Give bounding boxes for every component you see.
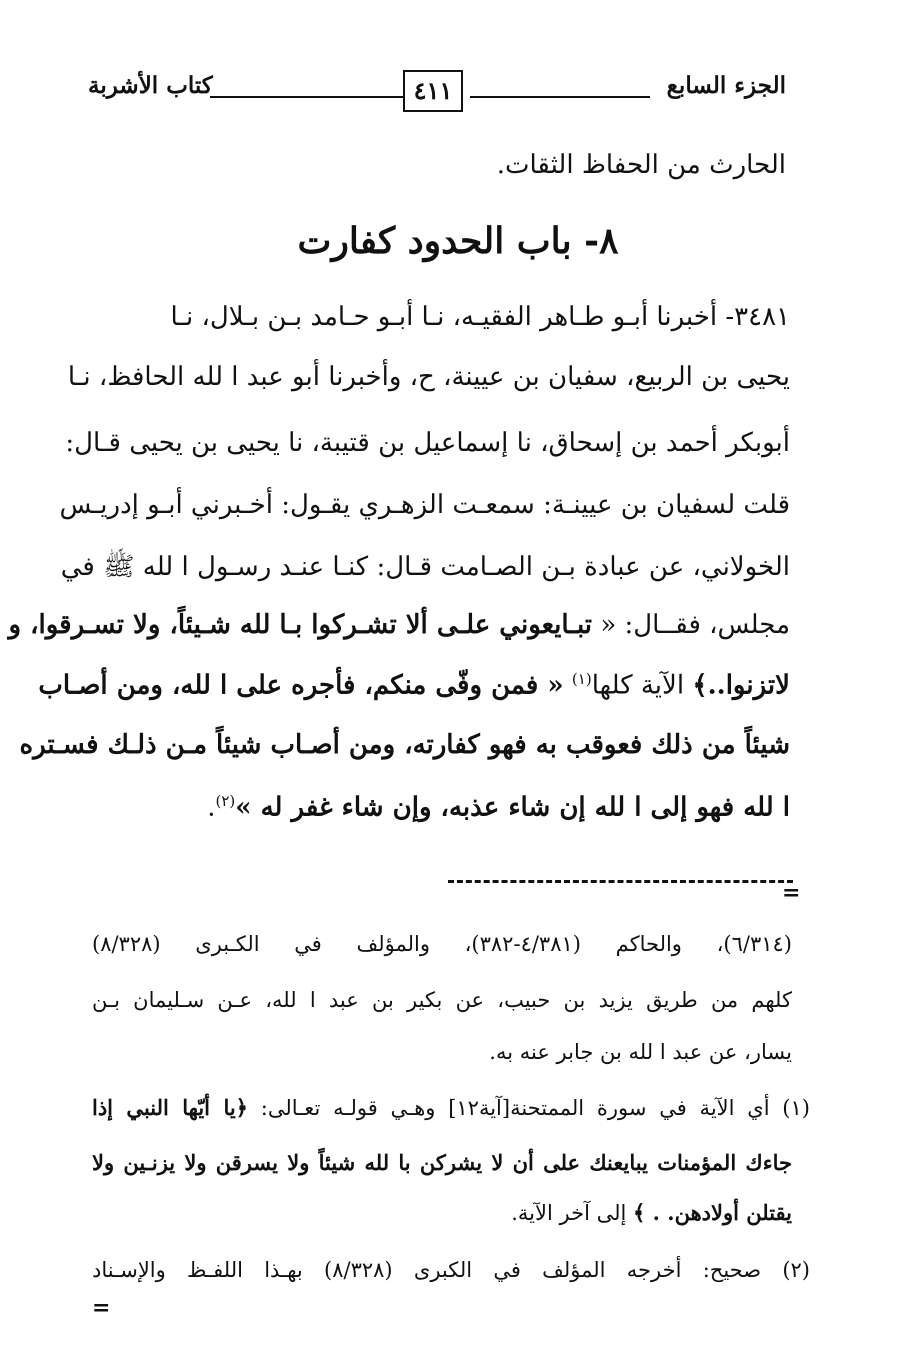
body-line-6 [8, 610, 790, 640]
footnote-1-line-3 [511, 1200, 792, 1225]
footnote-1-quran: ﴿يا أيّها النبي إذا [92, 1095, 248, 1120]
body-line-7 [38, 670, 790, 701]
hadith-text: « فمن وفّى منكم، فأجره على ا لله، ومن أصـاب [38, 670, 564, 701]
quran-quote-end: لاتزنوا..﴾ [692, 670, 790, 701]
body-line-5: الخولاني، عن عبادة بـن الصـامت قـال: كنـا عنـد رسـول ا لله ﷺ في [60, 552, 790, 582]
header-rule-right [470, 96, 650, 98]
footnote-cont-line-2: كلهم من طريق يزيد بن حبيب، عن بكير بن عبد ا لله، عـن سـليمان بـن [92, 988, 792, 1012]
continuation-mark-bottom: = [92, 1295, 111, 1321]
footnote-ref-1: (١) [571, 670, 592, 688]
footnote-1-tail: إلى آخر الآية. [511, 1201, 627, 1225]
footnote-ref-2: (٢) [215, 792, 236, 810]
body-line-2: يحيى بن الربيع، سفيان بن عيينة، ح، وأخبرنا أبو عبد ا لله الحافظ، نـا [67, 362, 790, 392]
footnote-cont-line-3: يسار، عن عبد ا لله بن جابر عنه به. [489, 1040, 792, 1064]
hadith-text-end: ا لله فهو إلى ا لله إن شاء عذبه، وإن شاء غفر له » [235, 792, 790, 823]
page-number: ٤١١ [403, 70, 463, 112]
header-book-title: كتاب الأشربة [88, 72, 213, 99]
carryover-text: الحارث من الحفاظ الثقات. [496, 150, 786, 180]
hadith-text: تبـايعوني علـى ألا تشـركوا بـا لله شـيئاً، ولا تسـرقوا، و [8, 610, 593, 640]
body-line-9 [207, 792, 790, 823]
quote-note: الآية كلها [591, 670, 685, 701]
footnote-1-line-2: جاءك المؤمنات يبايعنك على أن لا يشركن با لله شيئاً ولا يسرقن ولا يزنـين ولا [92, 1150, 792, 1175]
body-line-3: أبوبكر أحمد بن إسحاق، نا إسماعيل بن قتيبة، نا يحيى بن يحيى قـال: [65, 428, 790, 458]
body-line-8: شيئاً من ذلك فعوقب به فهو كفارته، ومن أصـاب شيئاً مـن ذلـك فسـتره [19, 730, 790, 760]
footnote-separator [448, 880, 793, 883]
footnote-cont-line-1: (٦/٣١٤)، والحاكم (٤/٣٨١-٣٨٢)، والمؤلف في الكـبرى (٨/٣٢٨) [92, 932, 792, 956]
header-rule-left [210, 96, 405, 98]
footnote-2-line-1: (٢) صحيح: أخرجه المؤلف في الكبرى (٨/٣٢٨) بهـذا اللفـظ والإسـناد [92, 1258, 810, 1282]
header-volume: الجزء السابع [666, 72, 786, 99]
period: . [207, 792, 216, 823]
footnote-1-quran-end: يقتلن أولادهن. . ﴾ [633, 1200, 792, 1225]
body-line-1: ٣٤٨١- أخبرنا أبـو طـاهر الفقيـه، نـا أبـو حـامد بـن بـلال، نـا [170, 302, 790, 332]
footnote-1-text: (١) أي الآية في سورة الممتحنة[آية١٢] وهـي قولـه تعـالى: [260, 1096, 810, 1120]
continuation-mark: = [782, 880, 801, 906]
chapter-heading: ٨- باب الحدود كفارت [297, 220, 619, 262]
hadith-intro: مجلس، فقــال: « [600, 610, 790, 640]
footnote-1-line-1 [92, 1095, 810, 1120]
body-line-4: قلت لسفيان بن عيينـة: سمعـت الزهـري يقـول: أخـبرني أبـو إدريـس [59, 490, 790, 520]
